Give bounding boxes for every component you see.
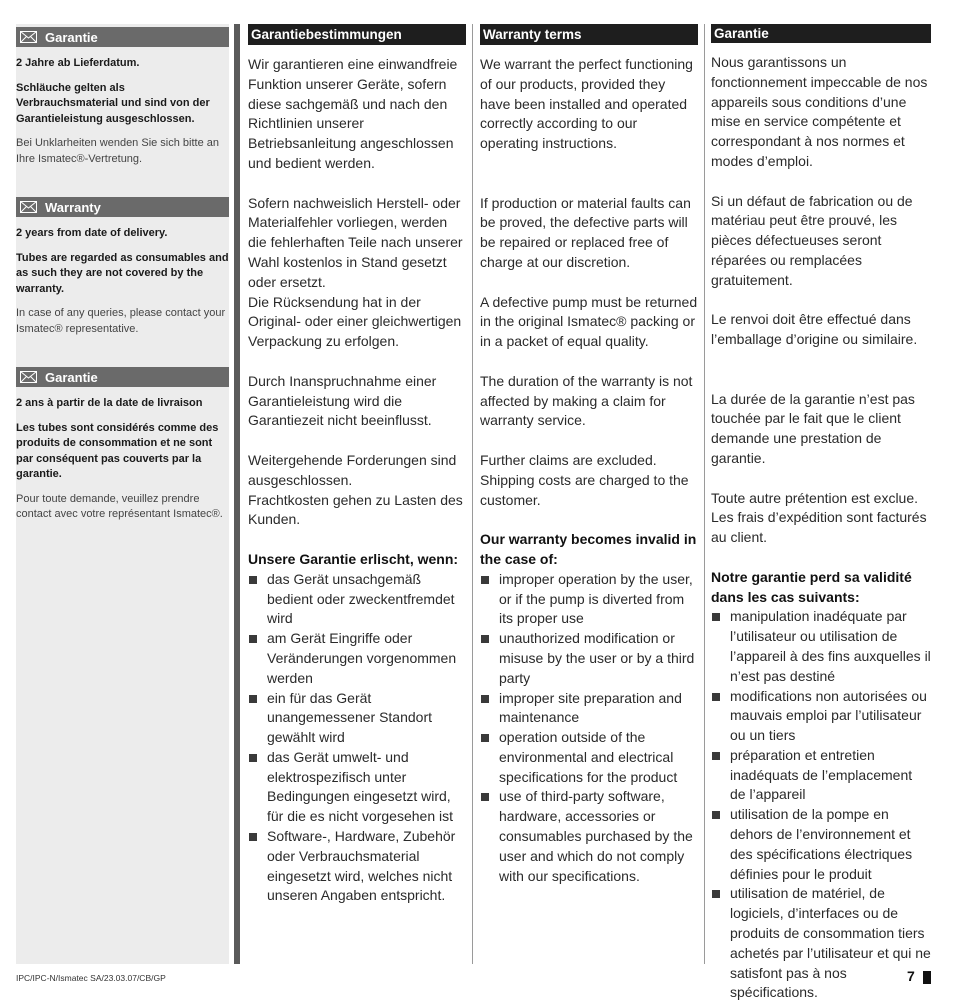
page-number: 7: [907, 968, 915, 984]
contact-note: In case of any queries, please contact your Ismatec® representative.: [16, 307, 226, 335]
column-divider: [472, 24, 473, 964]
tubes-note: Les tubes sont considérés comme des produits de consommation et ne sont par conséquent pas couverts par la garantie.: [16, 421, 219, 480]
sidebar-block-en: [16, 197, 229, 337]
tubes-note: Schläuche gelten als Verbrauchsmaterial und sind von der Garantieleistung ausgeschlossen.: [16, 81, 210, 125]
bullet-square-icon: [712, 811, 720, 819]
bullet-square-icon: [481, 695, 489, 703]
sidebar-heading: [16, 367, 229, 387]
paragraph: Si un défaut de fabrication ou de matériau peut être prouvé, les pièces défectueuses seront réparées ou remplacées gratuitement.: [711, 192, 913, 288]
sidebar-heading-text: Garantie: [45, 29, 98, 45]
list-item: das Gerät unsachgemäß bedient oder zweckentfremdet wird: [248, 570, 466, 629]
bullet-square-icon: [712, 613, 720, 621]
paragraph: Sofern nachweislich Herstell- oder Materialfehler vorliegen, werden die fehlerhaften Teile nach unserer Wahl kostenlos in Stand gesetzt oder ersetzt.: [248, 194, 463, 290]
list-item: ein für das Gerät unangemessener Standort gewählt wird: [248, 689, 466, 748]
sidebar-heading: [16, 197, 229, 217]
mail-envelope-icon: [20, 31, 37, 43]
conditions-heading: Our warranty becomes invalid in the case of:: [480, 531, 697, 567]
mail-envelope-icon: [20, 371, 37, 383]
paragraph: We warrant the perfect functioning of our products, provided they have been installed and operated correctly according to our operating instructions.: [480, 56, 693, 152]
list-item: improper site preparation and maintenance: [480, 689, 698, 729]
conditions-list: [248, 570, 466, 907]
list-item: modifications non autorisées ou mauvais emploi par l’utilisateur ou un tiers: [711, 687, 931, 746]
paragraph: Toute autre prétention est exclue. Les frais d’expédition sont facturés au client.: [711, 489, 927, 546]
bullet-square-icon: [712, 890, 720, 898]
paragraph: Le renvoi doit être effectué dans l’emballage d’origine ou similaire.: [711, 311, 918, 348]
sidebar-divider: [234, 24, 240, 964]
sidebar-block-de: [16, 27, 229, 167]
conditions-heading: Notre garantie perd sa validité dans les cas suivants:: [711, 568, 912, 605]
list-item: use of third-party software, hardware, accessories or consumables purchased by the user and which do not comply with our specifications.: [480, 787, 698, 886]
list-item: Software-, Hardware, Zubehör oder Verbrauchsmaterial eingesetzt wird, welches nicht unseren Angaben entspricht.: [248, 827, 466, 906]
bullet-square-icon: [481, 576, 489, 584]
column-english: [480, 24, 698, 886]
bullet-square-icon: [249, 695, 257, 703]
paragraph: Nous garantissons un fonctionnement impeccable de nos appareils sous conditions d’une mise en service compétente et correspondant à nos normes et modes d’emploi.: [711, 54, 928, 169]
page-marker: [923, 971, 931, 984]
bullet-square-icon: [481, 793, 489, 801]
conditions-list: [711, 607, 931, 1003]
paragraph: The duration of the warranty is not affected by making a claim for warranty service.: [480, 372, 693, 429]
list-item: unauthorized modification or misuse by the user or by a third party: [480, 629, 698, 688]
paragraph: If production or material faults can be proved, the defective parts will be repaired or replaced free of charge at our discretion.: [480, 194, 691, 270]
warranty-period: 2 ans à partir de la date de livraison: [16, 397, 203, 409]
bullet-square-icon: [712, 693, 720, 701]
column-body: [480, 55, 698, 886]
list-item: improper operation by the user, or if the pump is diverted from its proper use: [480, 570, 698, 629]
contact-note: Pour toute demande, veuillez prendre contact avec votre représentant Ismatec®.: [16, 492, 223, 520]
column-heading: Garantie: [711, 24, 931, 43]
column-body: [711, 53, 931, 1003]
bullet-square-icon: [249, 754, 257, 762]
paragraph: Die Rücksendung hat in der Original- oder einer gleichwertigen Verpackung zu erfolgen.: [248, 293, 462, 350]
bullet-square-icon: [481, 734, 489, 742]
list-item: manipulation inadéquate par l’utilisateur ou utilisation de l’appareil à des fins auxquelles il n’est pas destiné: [711, 607, 931, 686]
conditions-list: [480, 570, 698, 887]
bullet-square-icon: [249, 833, 257, 841]
paragraph: Further claims are excluded. Shipping costs are charged to the customer.: [480, 451, 689, 508]
column-heading: Garantiebestimmungen: [248, 24, 466, 45]
bullet-square-icon: [249, 635, 257, 643]
conditions-heading: Unsere Garantie erlischt, wenn:: [248, 550, 459, 567]
bullet-square-icon: [249, 576, 257, 584]
tubes-note: Tubes are regarded as consumables and as such they are not covered by the warranty.: [16, 251, 229, 295]
paragraph: A defective pump must be returned in the original Ismatec® packing or in a packet of equal quality.: [480, 293, 698, 350]
warranty-period: 2 years from date of delivery.: [16, 227, 168, 239]
mail-envelope-icon: [20, 201, 37, 213]
column-heading: Warranty terms: [480, 24, 698, 45]
column-body: [248, 55, 466, 906]
list-item: utilisation de la pompe en dehors de l’environnement et des spécifications électriques définies pour le produit: [711, 805, 931, 884]
paragraph: Wir garantieren eine einwandfreie Funktion unserer Geräte, sofern diese sachgemäß und nach den Richtlinien unserer Betriebsanleitung angeschlossen und bedient werden.: [248, 56, 458, 171]
column-french: [711, 24, 931, 1003]
list-item: das Gerät umwelt- und elektrospezifisch unter Bedingungen eingesetzt wird, für die es nicht vorgesehen ist: [248, 748, 466, 827]
sidebar-heading-text: Garantie: [45, 369, 98, 385]
list-item: operation outside of the environmental and electrical specifications for the product: [480, 728, 698, 787]
column-divider: [704, 24, 705, 964]
document-code: IPC/IPC-N/Ismatec SA/23.03.07/CB/GP: [16, 973, 166, 983]
list-item: préparation et entretien inadéquats de l’emplacement de l’appareil: [711, 746, 931, 805]
list-item: utilisation de matériel, de logiciels, d’interfaces ou de produits de consommation tiers achetés par l’utilisateur et qui ne satisfont pas à nos spécifications.: [711, 884, 931, 1003]
contact-note: Bei Unklarheiten wenden Sie sich bitte an Ihre Ismatec®-Vertretung.: [16, 137, 220, 165]
sidebar-heading: [16, 27, 229, 47]
warranty-period: 2 Jahre ab Lieferdatum.: [16, 57, 140, 69]
bullet-square-icon: [481, 635, 489, 643]
paragraph: Weitergehende Forderungen sind ausgeschlossen.: [248, 451, 457, 488]
list-item: am Gerät Eingriffe oder Veränderungen vorgenommen werden: [248, 629, 466, 688]
column-german: [248, 24, 466, 906]
paragraph: Frachtkosten gehen zu Lasten des Kunden.: [248, 491, 463, 528]
bullet-square-icon: [712, 752, 720, 760]
sidebar-block-fr: [16, 367, 229, 523]
sidebar-heading-text: Warranty: [45, 199, 101, 215]
paragraph: La durée de la garantie n’est pas touchée par le fait que le client demande une prestation de garantie.: [711, 390, 915, 466]
paragraph: Durch Inanspruchnahme einer Garantieleistung wird die Garantiezeit nicht beeinflusst.: [248, 372, 437, 429]
